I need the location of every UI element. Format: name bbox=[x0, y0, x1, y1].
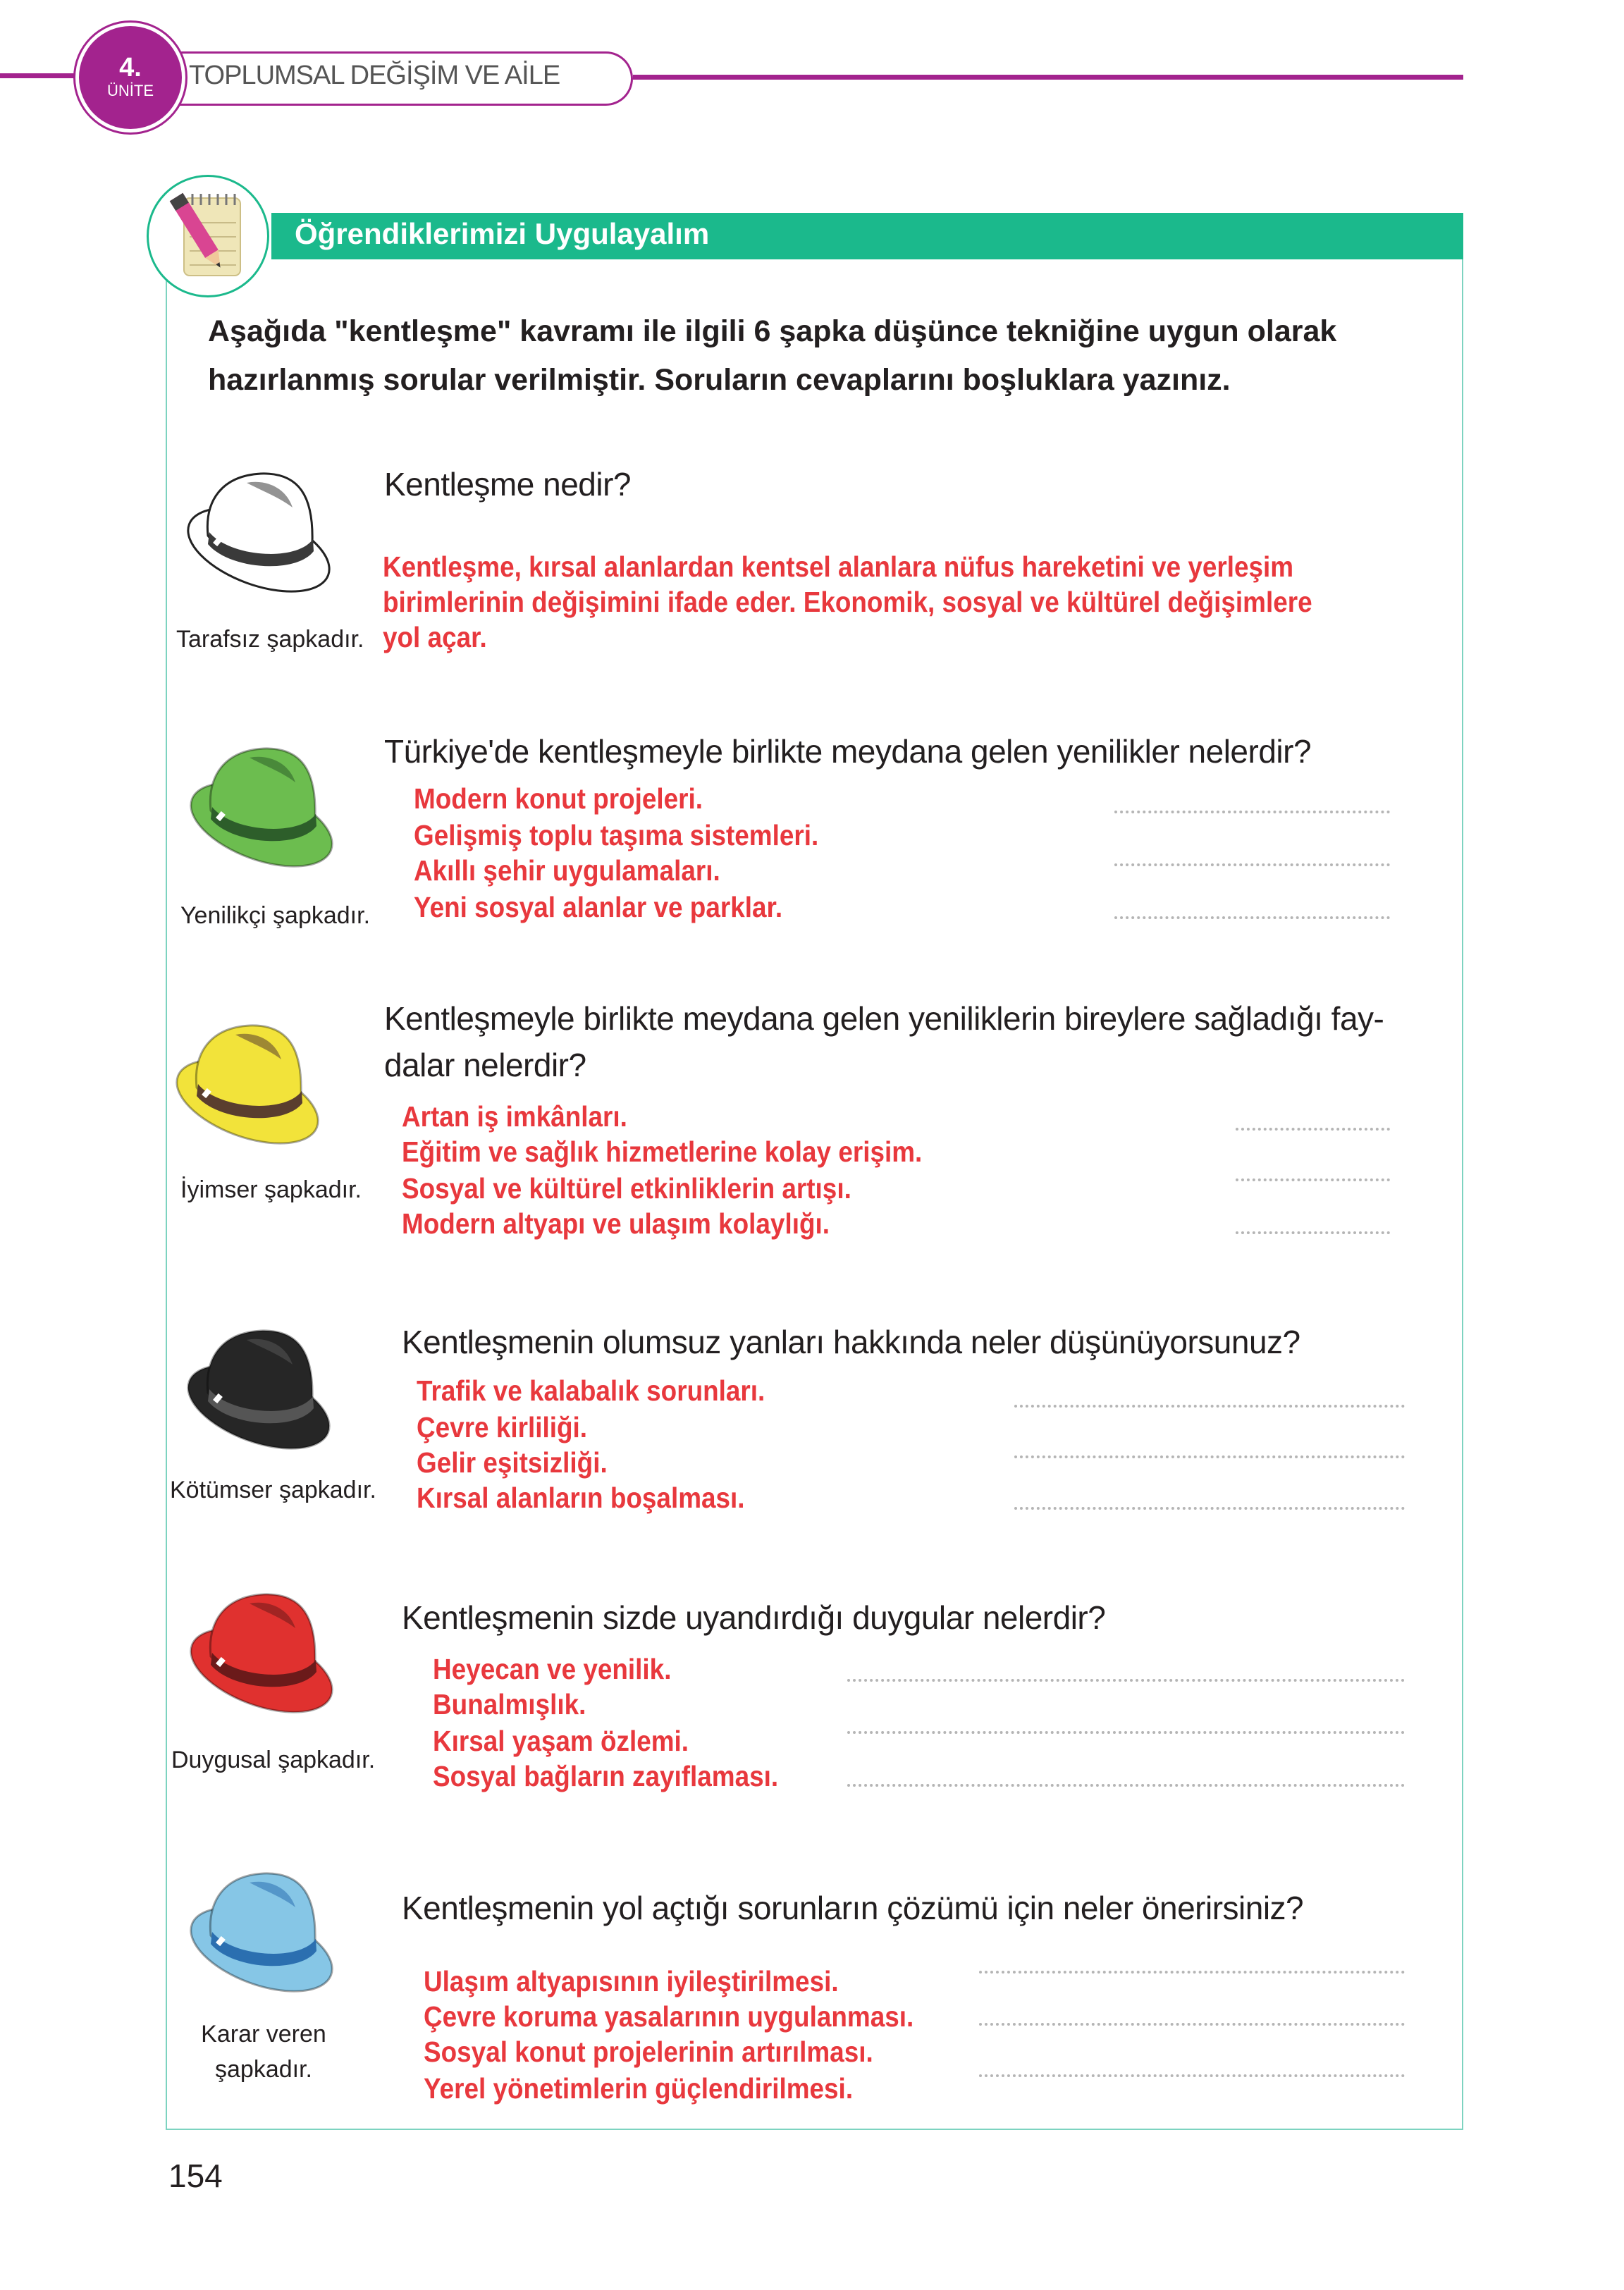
unit-title: TOPLUMSAL DEĞİŞİM VE AİLE bbox=[189, 61, 560, 90]
hat-label: şapkadır. bbox=[215, 2056, 312, 2083]
answer-text[interactable]: yol açar. bbox=[383, 621, 487, 653]
answer-dotted-line[interactable] bbox=[979, 2023, 1405, 2026]
answer-dotted-line[interactable] bbox=[1114, 863, 1390, 866]
answer-dotted-line[interactable] bbox=[979, 1971, 1405, 1974]
answer-text[interactable]: Ulaşım altyapısının iyileştirilmesi. bbox=[424, 1965, 839, 1997]
answer-dotted-line[interactable] bbox=[1114, 916, 1390, 919]
answer-text[interactable]: Sosyal bağların zayıflaması. bbox=[433, 1760, 779, 1792]
green-hat-icon bbox=[183, 733, 345, 874]
answer-text[interactable]: Çevre koruma yasalarının uygulanması. bbox=[424, 2000, 914, 2033]
unit-number: 4. bbox=[119, 52, 142, 82]
answer-dotted-line[interactable] bbox=[1114, 811, 1390, 813]
answer-dotted-line[interactable] bbox=[847, 1679, 1405, 1682]
notepad-pencil-icon bbox=[147, 175, 269, 297]
answer-text[interactable]: Modern konut projeleri. bbox=[414, 782, 703, 815]
answer-dotted-line[interactable] bbox=[1014, 1507, 1405, 1510]
answer-dotted-line[interactable] bbox=[847, 1784, 1405, 1787]
unit-label: ÜNİTE bbox=[107, 81, 154, 99]
white-hat-icon bbox=[180, 458, 342, 599]
answer-text[interactable]: Sosyal ve kültürel etkinliklerin artışı. bbox=[402, 1172, 851, 1205]
answer-dotted-line[interactable] bbox=[847, 1731, 1405, 1734]
hat-label: Yenilikçi şapkadır. bbox=[180, 902, 371, 929]
answer-dotted-line[interactable] bbox=[1236, 1231, 1390, 1234]
question-text: dalar nelerdir? bbox=[384, 1047, 586, 1083]
question-text: Kentleşme nedir? bbox=[384, 466, 631, 503]
answer-text[interactable]: Yerel yönetimlerin güçlendirilmesi. bbox=[424, 2072, 854, 2105]
question-text: Türkiye'de kentleşmeyle birlikte meydana gelen yenilikler nelerdir? bbox=[384, 733, 1312, 770]
question-text: Kentleşmeyle birlikte meydana gelen yeniliklerin bireylere sağladığı fay- bbox=[384, 1000, 1384, 1037]
answer-text[interactable]: Çevre kirliliği. bbox=[417, 1411, 588, 1443]
answer-dotted-line[interactable] bbox=[979, 2074, 1405, 2077]
hat-label: Karar veren bbox=[201, 2021, 326, 2048]
hat-label: Duygusal şapkadır. bbox=[171, 1747, 376, 1773]
answer-text[interactable]: Kentleşme, kırsal alanlardan kentsel alanlara nüfus hareketini ve yerleşim bbox=[383, 550, 1294, 583]
answer-text[interactable]: Modern altyapı ve ulaşım kolaylığı. bbox=[402, 1207, 830, 1240]
answer-dotted-line[interactable] bbox=[1014, 1405, 1405, 1408]
black-hat-icon bbox=[180, 1315, 342, 1456]
intro-line-2: hazırlanmış sorular verilmiştir. Soruların cevaplarını boşluklara yazınız. bbox=[208, 363, 1231, 397]
red-hat-icon bbox=[183, 1579, 345, 1720]
answer-text[interactable]: Sosyal konut projelerinin artırılması. bbox=[424, 2036, 873, 2068]
answer-text[interactable]: Bunalmışlık. bbox=[433, 1688, 586, 1720]
answer-text[interactable]: Gelir eşitsizliği. bbox=[417, 1446, 608, 1479]
answer-text[interactable]: Trafik ve kalabalık sorunları. bbox=[417, 1374, 765, 1407]
activity-title: Öğrendiklerimizi Uygulayalım bbox=[295, 217, 710, 250]
answer-text[interactable]: Yeni sosyal alanlar ve parklar. bbox=[414, 891, 783, 923]
header-line-right bbox=[633, 75, 1463, 80]
unit-badge bbox=[79, 26, 182, 129]
answer-text[interactable]: birimlerinin değişimini ifade eder. Ekonomik, sosyal ve kültürel değişimlere bbox=[383, 586, 1312, 618]
answer-text[interactable]: Gelişmiş toplu taşıma sistemleri. bbox=[414, 819, 819, 851]
answer-text[interactable]: Artan iş imkânları. bbox=[402, 1100, 627, 1133]
yellow-hat-icon bbox=[168, 1010, 331, 1151]
intro-line-1: Aşağıda "kentleşme" kavramı ile ilgili 6 şapka düşünce tekniğine uygun olarak bbox=[208, 314, 1337, 348]
answer-dotted-line[interactable] bbox=[1014, 1455, 1405, 1458]
answer-text[interactable]: Kırsal alanların boşalması. bbox=[417, 1482, 745, 1514]
header-line-left bbox=[0, 73, 92, 78]
question-text: Kentleşmenin olumsuz yanları hakkında neler düşünüyorsunuz? bbox=[402, 1324, 1300, 1360]
answer-text[interactable]: Akıllı şehir uygulamaları. bbox=[414, 854, 720, 887]
answer-dotted-line[interactable] bbox=[1236, 1128, 1390, 1131]
blue-hat-icon bbox=[183, 1858, 345, 1999]
hat-label: İyimser şapkadır. bbox=[180, 1176, 362, 1203]
question-text: Kentleşmenin sizde uyandırdığı duygular nelerdir? bbox=[402, 1599, 1106, 1636]
answer-dotted-line[interactable] bbox=[1236, 1178, 1390, 1181]
answer-text[interactable]: Kırsal yaşam özlemi. bbox=[433, 1725, 689, 1757]
answer-text[interactable]: Eğitim ve sağlık hizmetlerine kolay erişim. bbox=[402, 1135, 923, 1168]
page-number: 154 bbox=[168, 2157, 223, 2194]
hat-label: Tarafsız şapkadır. bbox=[176, 626, 364, 653]
question-text: Kentleşmenin yol açtığı sorunların çözümü için neler önerirsiniz? bbox=[402, 1890, 1304, 1926]
hat-label: Kötümser şapkadır. bbox=[170, 1477, 376, 1503]
answer-text[interactable]: Heyecan ve yenilik. bbox=[433, 1653, 672, 1685]
